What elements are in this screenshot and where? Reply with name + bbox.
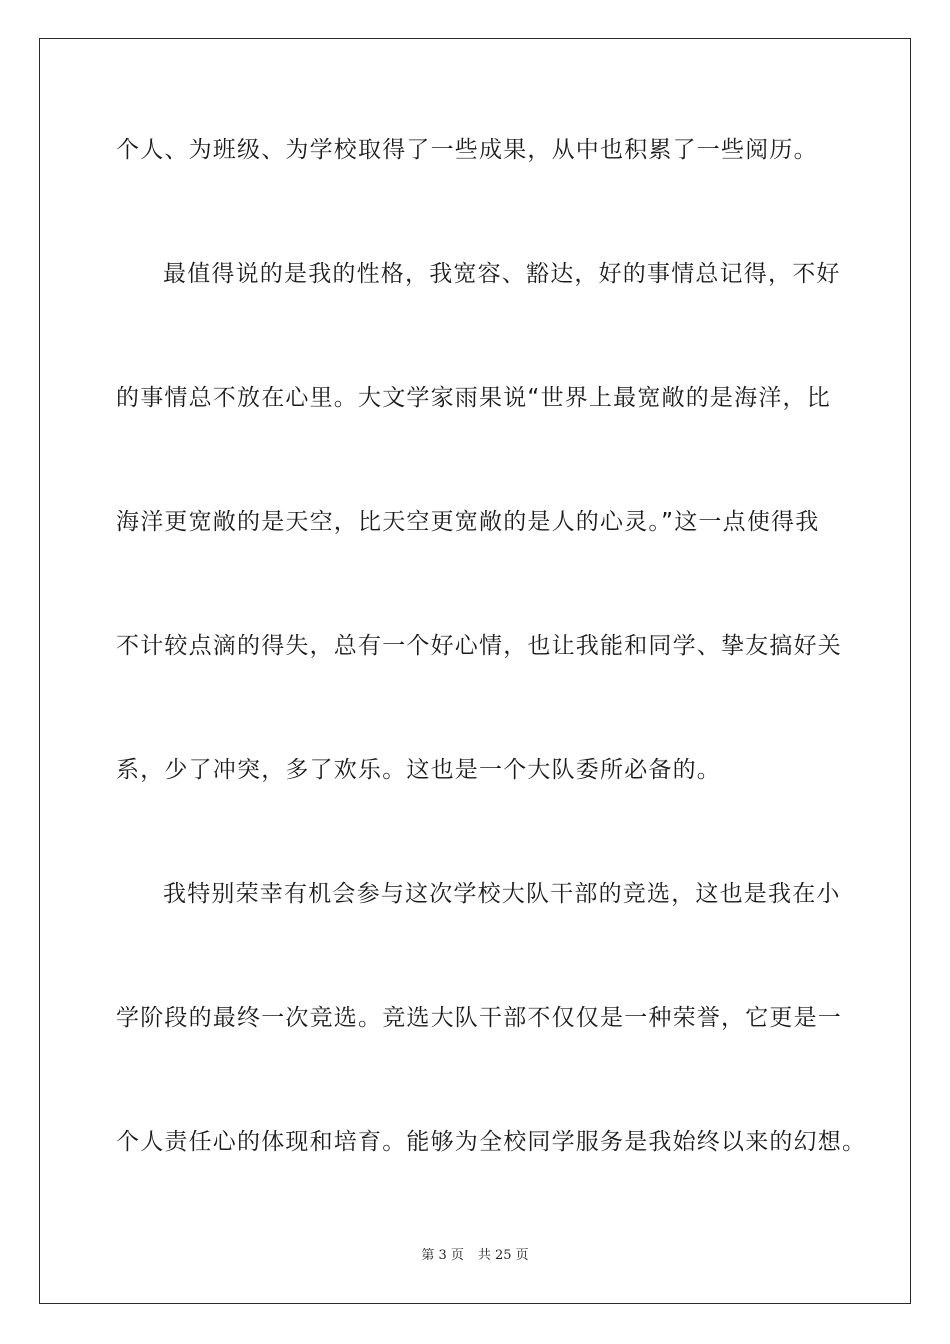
page-border — [39, 38, 911, 1304]
paragraph-line: 海洋更宽敞的是天空，比天空更宽敞的是人的心灵。”这一点使得我 — [116, 509, 820, 535]
paragraph-line: 学阶段的最终一次竞选。竞选大队干部不仅仅是一种荣誉，它更是一 — [116, 1005, 842, 1031]
paragraph-line: 系，少了冲突，多了欢乐。这也是一个大队委所必备的。 — [116, 757, 721, 783]
page-total: 共 25 页 — [477, 1248, 529, 1263]
paragraph-line: 的事情总不放在心里。大文学家雨果说“世界上最宽敞的是海洋，比 — [116, 385, 831, 411]
paragraph-line: 我特别荣幸有机会参与这次学校大队干部的竞选，这也是我在小 — [163, 881, 841, 907]
page-footer — [0, 1247, 950, 1265]
paragraph-line: 最值得说的是我的性格，我宽容、豁达，好的事情总记得，不好 — [163, 261, 841, 287]
page-number: 第 3 页 — [421, 1248, 464, 1263]
paragraph-line: 不计较点滴的得失，总有一个好心情，也让我能和同学、挚友搞好关 — [116, 633, 842, 659]
paragraph-line: 个人、为班级、为学校取得了一些成果，从中也积累了一些阅历。 — [116, 137, 818, 163]
paragraph-line: 个人责任心的体现和培育。能够为全校同学服务是我始终以来的幻想。 — [116, 1129, 867, 1155]
